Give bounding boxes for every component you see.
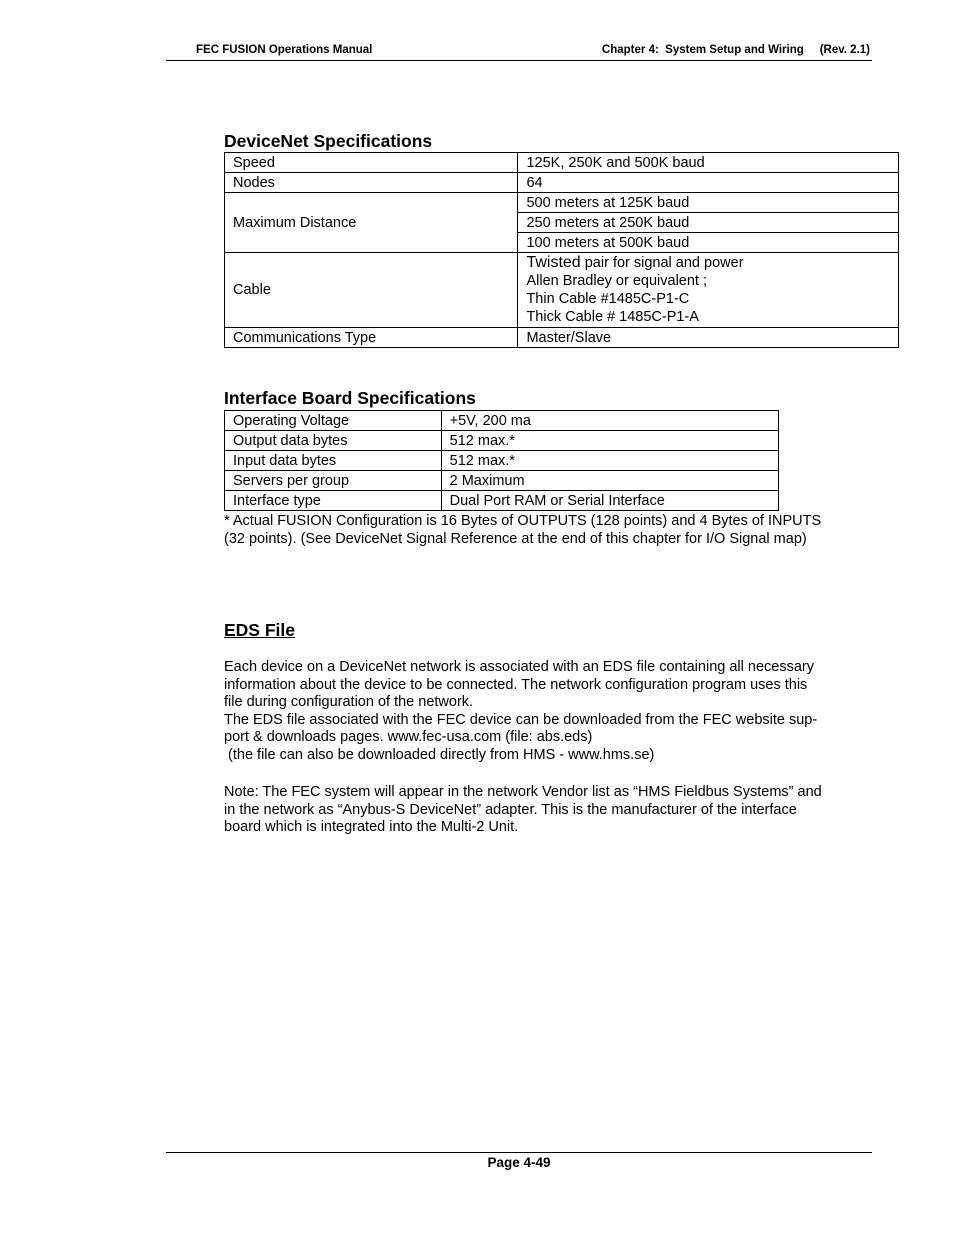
spec-value: 250 meters at 250K baud	[518, 213, 899, 233]
paragraph-line: port & downloads pages. www.fec-usa.com (file: abs.eds)	[224, 729, 593, 746]
spec-label: Interface type	[225, 491, 442, 511]
table-row	[225, 173, 899, 193]
spec-label: Operating Voltage	[225, 411, 442, 431]
paragraph-line: Note: The FEC system will appear in the network Vendor list as “HMS Fieldbus Systems” and	[224, 784, 822, 800]
table-row	[225, 431, 779, 451]
footnote-line: (32 points). (See DeviceNet Signal Reference at the end of this chapter for I/O Signal map)	[224, 531, 807, 547]
eds-file-heading: EDS File	[224, 620, 295, 640]
spec-value: 64	[518, 173, 899, 193]
table-row	[225, 471, 779, 491]
spec-value: 512 max.*	[441, 451, 778, 471]
manual-title: FEC FUSION Operations Manual	[196, 44, 373, 56]
page-header	[166, 44, 872, 61]
spec-value: 512 max.*	[441, 431, 778, 451]
paragraph-line: in the network as “Anybus-S DeviceNet” adapter. This is the manufacturer of the interface	[224, 801, 797, 818]
footnote-line: * Actual FUSION Configuration is 16 Bytes of OUTPUTS (128 points) and 4 Bytes of INPUTS	[224, 513, 822, 529]
vendor-note-paragraph	[224, 784, 884, 837]
interface-footnote	[224, 512, 884, 548]
interface-specs-table	[224, 410, 779, 511]
paragraph-line: The EDS file associated with the FEC device can be downloaded from the FEC website sup-	[224, 711, 818, 728]
table-row	[225, 491, 779, 511]
spec-value: 125K, 250K and 500K baud	[518, 153, 899, 173]
table-row	[225, 451, 779, 471]
paragraph-line: information about the device to be connected. The network configuration program uses this	[224, 676, 808, 693]
table-row	[225, 253, 899, 328]
spec-label: Output data bytes	[225, 431, 442, 451]
devicenet-specs-heading: DeviceNet Specifications	[224, 131, 433, 151]
spec-value	[518, 253, 899, 328]
devicenet-specs-table	[224, 152, 899, 348]
spec-label: Input data bytes	[225, 451, 442, 471]
table-row	[225, 411, 779, 431]
chapter-title: Chapter 4: System Setup and Wiring (Rev. 2.1)	[601, 44, 870, 56]
cable-line: Thick Cable # 1485C-P1-A	[526, 309, 699, 325]
spec-value: Dual Port RAM or Serial Interface	[441, 491, 778, 511]
table-row	[225, 193, 899, 213]
spec-label: Servers per group	[225, 471, 442, 491]
spec-value: 100 meters at 500K baud	[518, 233, 899, 253]
spec-label: Maximum Distance	[225, 193, 518, 253]
interface-specs-heading: Interface Board Specifications	[224, 388, 476, 408]
spec-value: 500 meters at 125K baud	[518, 193, 899, 213]
paragraph-line: file during configuration of the network.	[224, 694, 474, 711]
cable-line: Allen Bradley or equivalent ;	[526, 273, 708, 289]
cable-line	[526, 254, 898, 272]
table-row	[225, 328, 899, 348]
paragraph-line: (the file can also be downloaded directly from HMS - www.hms.se)	[224, 746, 655, 763]
cable-line: Thin Cable #1485C-P1-C	[526, 291, 690, 307]
cable-line-rest: pair for signal and power	[580, 255, 744, 271]
spec-label: Communications Type	[225, 328, 518, 348]
spec-label: Speed	[225, 153, 518, 173]
spec-value: 2 Maximum	[441, 471, 778, 491]
cable-line-emphasis: Twisted	[526, 254, 581, 271]
spec-label: Nodes	[225, 173, 518, 193]
eds-paragraph	[224, 659, 884, 765]
spec-value: Master/Slave	[518, 328, 899, 348]
page-number: Page 4-49	[487, 1155, 551, 1170]
page-footer	[166, 1152, 872, 1170]
paragraph-line: Each device on a DeviceNet network is associated with an EDS file containing all necessary	[224, 659, 814, 675]
spec-value: +5V, 200 ma	[441, 411, 778, 431]
spec-label: Cable	[225, 253, 518, 328]
table-row	[225, 153, 899, 173]
paragraph-line: board which is integrated into the Multi-2 Unit.	[224, 819, 519, 836]
